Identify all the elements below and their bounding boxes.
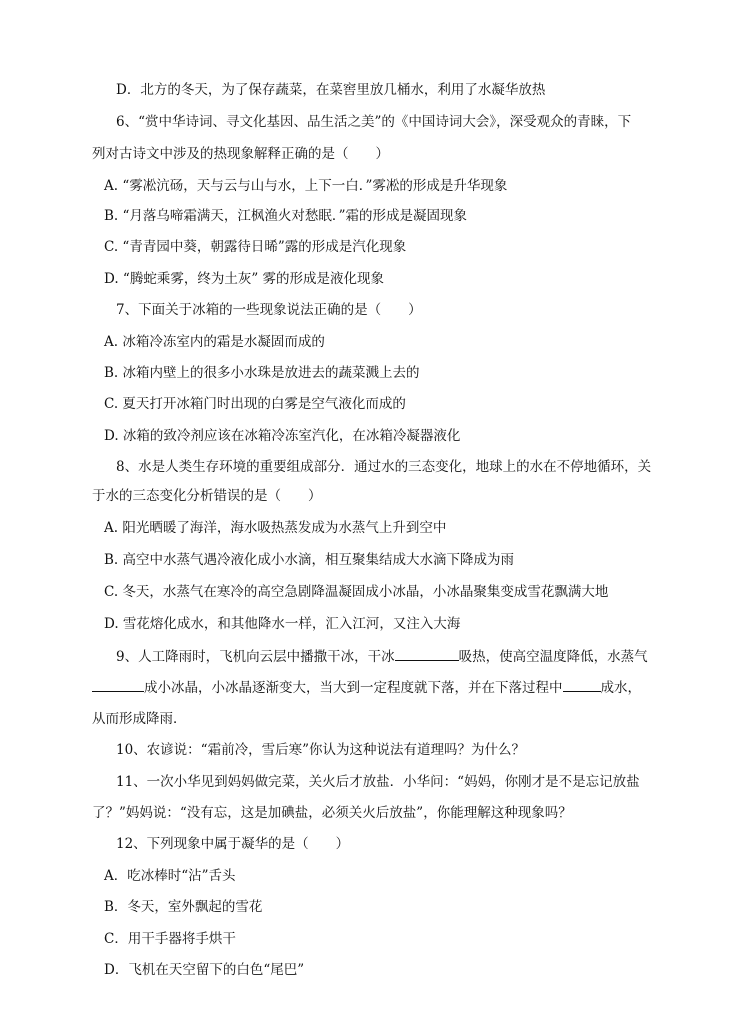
q9-line-1 (116, 646, 648, 667)
q7-option-c: C. 夏天打开冰箱门时出现的白雾是空气液化而成的 (104, 396, 406, 412)
q8-option-a: A. 阳光晒暖了海洋，海水吸热蒸发成为水蒸气上升到空中 (104, 520, 447, 536)
q9-text-2: 吸热，使高空温度降低，水蒸气 (458, 649, 648, 665)
q7-option-d: D. 冰箱的致冷剂应该在冰箱冷冻室汽化，在冰箱冷凝器液化 (104, 428, 461, 444)
q8-option-b: B. 高空中水蒸气遇冷液化成小水滴，相互聚集结成大水滴下降成为雨 (104, 552, 515, 568)
q7-option-a: A. 冰箱冷冻室内的霜是水凝固而成的 (104, 334, 325, 350)
q9-blank-3 (563, 677, 601, 692)
q12-option-a: A．吃冰棒时“沾”舌头 (104, 868, 236, 884)
q9-line-3: 从而形成降雨． (92, 711, 187, 727)
q6-option-b: B. “月落乌啼霜满天，江枫渔火对愁眠．”霜的形成是凝固现象 (104, 208, 468, 224)
q9-text-3: 成小冰晶，小冰晶逐渐变大，当大到一定程度就下落，并在下落过程中 (144, 680, 563, 696)
q8-stem-line-1: 8、水是人类生存环境的重要组成部分．通过水的三态变化，地球上的水在不停地循环，关 (116, 459, 652, 475)
q6-option-a: A. “雾凇沆砀，天与云与山与水，上下一白．”雾凇的形成是升华现象 (104, 178, 508, 194)
q9-line-2 (92, 677, 641, 698)
q9-blank-2 (92, 677, 144, 692)
q10-stem: 10、农谚说：“霜前冷，雪后寒”你认为这种说法有道理吗？为什么？ (116, 742, 525, 758)
q12-stem: 12、下列现象中属于凝华的是（ ） (116, 836, 350, 852)
q8-option-d: D. 雪花熔化成水，和其他降水一样，汇入江河，又注入大海 (104, 616, 461, 632)
q6-option-d: D. “腾蛇乘雾，终为土灰” 雾的形成是液化现象 (104, 271, 385, 287)
q6-option-c: C. “青青园中葵，朝露待日晞”露的形成是汽化现象 (104, 239, 407, 255)
q7-option-b: B. 冰箱内壁上的很多小水珠是放进去的蔬菜溅上去的 (104, 365, 420, 381)
q12-option-c: C．用干手器将手烘干 (104, 931, 236, 947)
q11-stem-line-2: 了？”妈妈说：“没有忘，这是加碘盐，必须关火后放盐”，你能理解这种现象吗？ (92, 805, 572, 821)
q5-option-d: D．北方的冬天，为了保存蔬菜，在菜窖里放几桶水，利用了水凝华放热 (116, 82, 546, 98)
q12-option-b: B．冬天，室外飘起的雪花 (104, 899, 263, 915)
q7-stem: 7、下面关于冰箱的一些现象说法正确的是（ ） (116, 302, 422, 318)
q8-stem-line-2: 于水的三态变化分析错误的是（ ） (92, 488, 322, 504)
q8-option-c: C. 冬天，水蒸气在寒冷的高空急剧降温凝固成小冰晶，小冰晶聚集变成雪花飘满大地 (104, 584, 609, 600)
q6-stem-line-2: 列对古诗文中涉及的热现象解释正确的是（ ） (92, 146, 389, 162)
q9-blank-1 (395, 646, 459, 661)
q9-text-4: 成水， (600, 680, 641, 696)
q9-text-1: 9、人工降雨时，飞机向云层中播撒干冰，干冰 (116, 649, 395, 665)
q6-stem-line-1: 6、“赏中华诗词、寻文化基因、品生活之美”的《中国诗词大会》，深受观众的青睐，下 (116, 114, 632, 130)
q12-option-d: D．飞机在天空留下的白色“尾巴” (104, 962, 305, 978)
q11-stem-line-1: 11、一次小华见到妈妈做完菜，关火后才放盐．小华问：“妈妈，你刚才是不是忘记放盐 (116, 774, 640, 790)
